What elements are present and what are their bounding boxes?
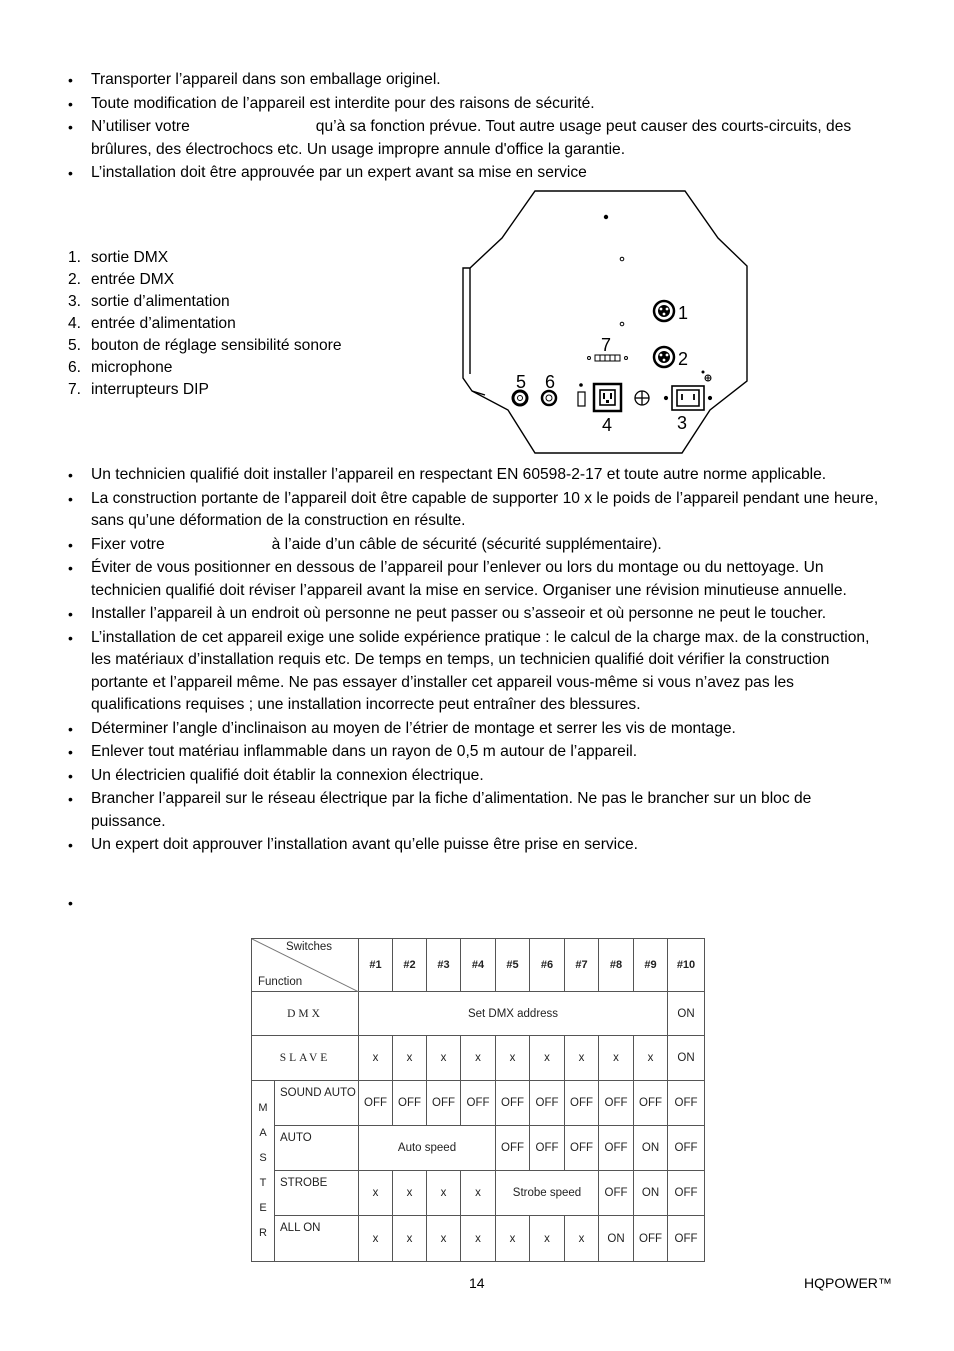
component-item: 2. entrée DMX [68,271,175,288]
switch-cell: OFF [496,1126,530,1171]
dip-switch-table [251,938,705,1262]
switch-header: #3 [427,939,461,992]
switch-cell: ON [668,992,705,1036]
switch-cell: OFF [427,1081,461,1126]
ground-screw [635,391,649,405]
bullet-usage-rest: qu’à sa fonction prévue. Tout autre usage peut causer des courts-circuits, des brûlures, des électrochocs etc. Un usage impropre annule d'office la garantie. [91,118,852,158]
microphone [542,391,556,405]
function-header: Function [258,976,303,988]
switch-cell: OFF [393,1081,427,1126]
master-group-label: M A S T E R [252,1081,275,1262]
dmx-mode-label: DMX [252,992,359,1036]
diagram-label-2: 2 [678,349,689,369]
switch-cell: x [461,1216,496,1262]
screw-hole [604,215,608,219]
sound-auto-mode-label: SOUND AUTO [275,1081,359,1126]
switch-header: #9 [634,939,668,992]
bullet-fix-start: Fixer votre [91,535,165,553]
component-item: 5. bouton de réglage sensibilité sonore [68,337,342,354]
fuse-holder [578,383,585,406]
bullet-usage [68,116,888,161]
switch-cell: x [427,1216,461,1262]
switch-cell: OFF [599,1081,634,1126]
switch-cell: x [634,1036,668,1081]
component-item: 3. sortie d’alimentation [68,293,230,310]
switch-cell: ON [668,1036,705,1081]
switch-cell: x [461,1036,496,1081]
switch-cell: OFF [668,1081,705,1126]
switch-cell: OFF [668,1126,705,1171]
bullet-install: • Un technicien qualifié doit installer l’appareil en respectant EN 60598-2-17 et toute autre norme applicable. [68,464,888,487]
switch-cell: OFF [530,1081,565,1126]
installation-bullet-list [68,464,888,858]
dmx-in-connector [654,347,674,367]
diagram-label-6: 6 [545,372,556,392]
switch-cell: OFF [634,1081,668,1126]
panel-outline [463,191,747,453]
empty-bullet: • [68,895,73,911]
bullet-install: • La construction portante de l’appareil doit être capable de supporter 10 x le poids de l’appareil pendant une heure, sans qu’une déformation de la construction en résulte. [68,488,888,533]
switch-cell: x [393,1216,427,1262]
switch-cell: OFF [461,1081,496,1126]
slave-mode-label: SLAVE [252,1036,359,1081]
bullet-install: • Un expert doit approuver l’installation avant qu’elle puisse être prise en service. [68,834,888,857]
sound-knob [513,391,527,405]
switch-cell: x [359,1216,393,1262]
page-number: 14 [469,1275,485,1291]
component-item: 7. interrupteurs DIP [68,381,209,398]
switch-cell: x [496,1036,530,1081]
switch-cell: x [359,1171,393,1216]
switch-cell: x [461,1171,496,1216]
auto-speed-cell: Auto speed [359,1126,496,1171]
component-list [68,247,342,401]
switch-cell: OFF [599,1171,634,1216]
strobe-mode-label: STROBE [275,1171,359,1216]
switch-header: #8 [599,939,634,992]
switch-cell: x [359,1036,393,1081]
bullet-modification: • Toute modification de l’appareil est interdite pour des raisons de sécurité. [68,93,888,116]
bullet-install: • Déterminer l’angle d’inclinaison au moyen de l’étrier de montage et serrer les vis de montage. [68,718,888,741]
bullet-approval: • L’installation doit être approuvée par un expert avant sa mise en service [68,162,888,185]
switch-cell: x [599,1036,634,1081]
switch-cell: OFF [565,1081,599,1126]
bullet-fix-rest: à l’aide d’un câble de sécurité (sécurité supplémentaire). [271,535,662,553]
bullet-install: • Enlever tout matériau inflammable dans un rayon de 0,5 m autour de l’appareil. [68,741,888,764]
power-inlet [594,384,621,411]
component-item: 4. entrée d’alimentation [68,315,236,332]
switch-cell: OFF [359,1081,393,1126]
switch-cell: OFF [668,1216,705,1262]
switches-header: Switches [285,941,332,953]
brand-name: HQPOWER™ [804,1275,892,1291]
diagram-label-1: 1 [678,303,689,323]
switch-cell: ON [634,1171,668,1216]
indicator-dot [702,371,705,374]
switch-cell: ON [599,1216,634,1262]
screw-hole [620,322,624,326]
bullet-install: • Installer l’appareil à un endroit où personne ne peut passer ou s’asseoir et où personne ne peut le toucher. [68,603,888,626]
bullet-usage-start: N’utiliser votre [91,118,190,135]
switch-cell: OFF [496,1081,530,1126]
switch-cell: x [427,1171,461,1216]
switch-cell: x [565,1216,599,1262]
back-panel-diagram [460,188,755,460]
bullet-install: • L’installation de cet appareil exige une solide expérience pratique : le calcul de la charge max. de la construction, les matériaux d’installation requis etc. De temps en temps, un technicien qualifié doit vérifier la construction portante et l’appareil même. Ne pas essayer d’installer cet appareil vous-même si vous n’avez pas les qualifications requises ; une installation incorrecte peut entraîner des blessures. [68,627,888,717]
switch-cell: x [530,1036,565,1081]
switch-cell: OFF [599,1126,634,1171]
diagram-label-5: 5 [516,372,527,392]
switch-header: #1 [359,939,393,992]
bullet-install: • Un électricien qualifié doit établir la connexion électrique. [68,765,888,788]
dip-switch-block [588,355,628,361]
switch-cell: OFF [565,1126,599,1171]
diagram-label-3: 3 [677,413,688,433]
strobe-speed-cell: Strobe speed [496,1171,599,1216]
diagram-label-4: 4 [602,415,613,435]
switch-header: #6 [530,939,565,992]
switch-cell: OFF [530,1126,565,1171]
switch-cell: x [427,1036,461,1081]
switch-cell: x [565,1036,599,1081]
bullet-install: • Éviter de vous positionner en dessous de l’appareil pour l’enlever ou lors du montage ou du nettoyage. Un technicien qualifié doit réviser l’appareil avant la mise en service. Organiser une révision minutieuse annuelle. [68,557,888,602]
auto-mode-label: AUTO [275,1126,359,1171]
set-dmx-address-cell: Set DMX address [359,992,668,1036]
component-item: 1. sortie DMX [68,249,169,266]
table-corner-cell [252,939,359,992]
diagram-label-7: 7 [601,335,612,355]
switch-header: #4 [461,939,496,992]
switch-cell: x [393,1036,427,1081]
component-item: 6. microphone [68,359,173,376]
switch-header: #10 [668,939,705,992]
all-on-mode-label: ALL ON [275,1216,359,1262]
switch-header: #2 [393,939,427,992]
screw-hole [705,375,711,381]
bullet-transport: • Transporter l’appareil dans son emballage originel. [68,69,888,92]
dmx-out-connector [654,301,674,321]
switch-cell: x [393,1171,427,1216]
switch-header: #7 [565,939,599,992]
screw-hole [620,257,624,261]
switch-cell: OFF [634,1216,668,1262]
bullet-install: • Brancher l’appareil sur le réseau électrique par la fiche d’alimentation. Ne pas le brancher sur un bloc de puissance. [68,788,888,833]
switch-header: #5 [496,939,530,992]
switch-cell: ON [634,1126,668,1171]
switch-cell: x [496,1216,530,1262]
bullet-install [68,534,888,557]
switch-cell: x [530,1216,565,1262]
switch-cell: OFF [668,1171,705,1216]
safety-bullet-list [68,69,888,186]
power-outlet [664,386,711,410]
